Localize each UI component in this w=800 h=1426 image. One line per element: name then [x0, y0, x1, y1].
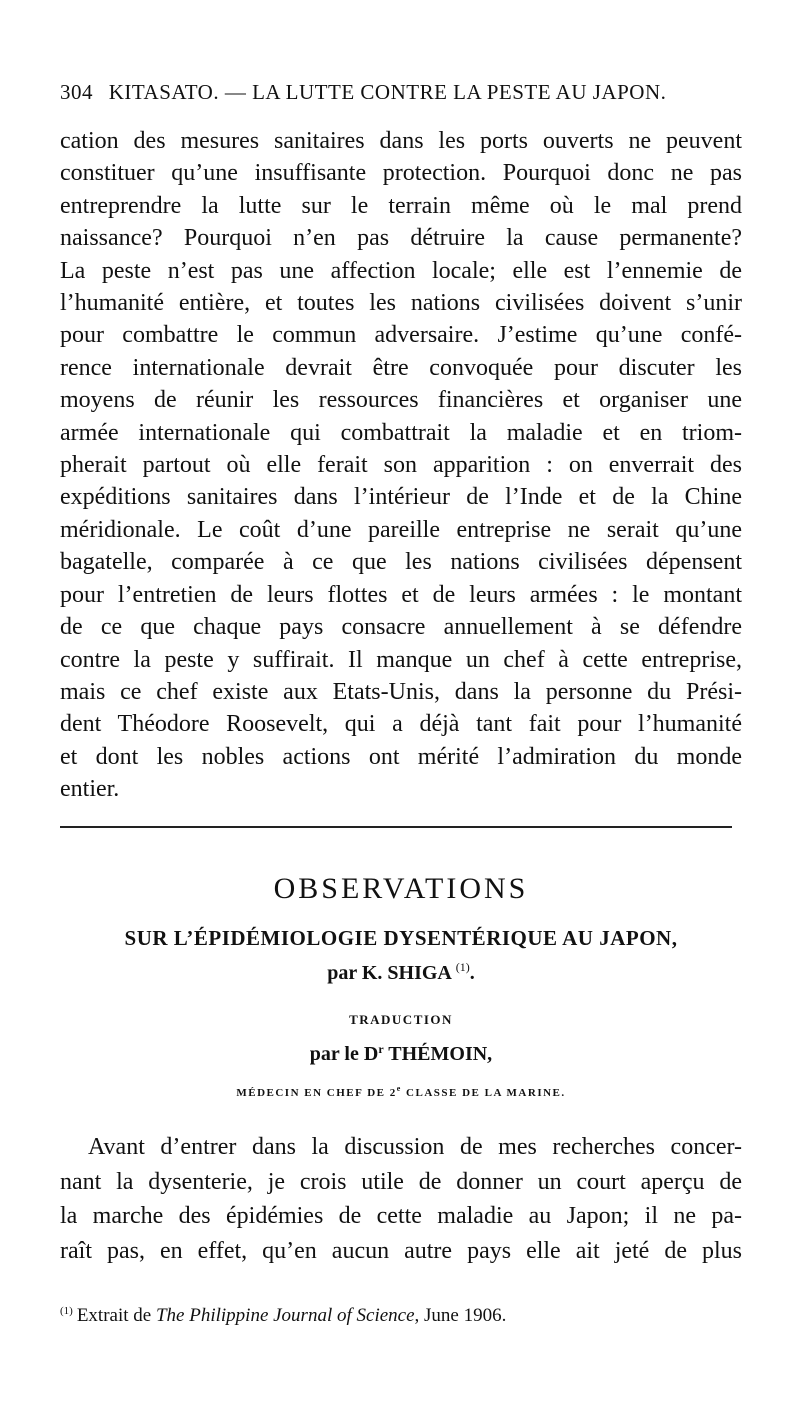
- footnote: [60, 1305, 742, 1327]
- text-line: La peste n’est pas une affection locale; elle est l’ennemie de: [60, 257, 742, 284]
- text-line: Avant d’entrer dans la discussion de mes recherches concer-: [88, 1134, 742, 1160]
- rank-suffix: CLASSE DE LA MARINE.: [401, 1087, 566, 1099]
- running-head: [60, 80, 742, 105]
- body-paragraph: [60, 125, 742, 806]
- footnote-prefix: Extrait de: [76, 1305, 156, 1326]
- translation-label: TRADUCTION: [349, 1012, 453, 1027]
- text-line: dent Théodore Roosevelt, qui a déjà tant fait pour l’humanité: [60, 711, 742, 738]
- article-byline: [60, 960, 742, 985]
- article-title: OBSERVATIONS: [273, 872, 529, 905]
- translator-name: THÉMOIN,: [383, 1043, 493, 1065]
- translator-rank: [60, 1084, 742, 1099]
- article-paragraph: [60, 1130, 742, 1268]
- text-line: rence internationale devrait être convoquée pour discuter les: [60, 354, 742, 381]
- running-title: KITASATO. — LA LUTTE CONTRE LA PESTE AU JAPON.: [108, 80, 667, 104]
- byline-period: .: [469, 962, 475, 984]
- doctor-superscript: r: [378, 1042, 384, 1056]
- footnote-suffix: , June 1906.: [414, 1305, 507, 1326]
- rank-prefix: MÉDECIN EN CHEF DE 2: [236, 1087, 397, 1099]
- journal-title: The Philippine Journal of Science: [155, 1305, 415, 1326]
- text-line: mais ce chef existe aux Etats-Unis, dans la personne du Prési-: [60, 678, 742, 705]
- translator-prefix: par le D: [309, 1043, 379, 1065]
- text-line: de ce que chaque pays consacre annuellement à se défendre: [60, 614, 742, 641]
- text-line: naissance? Pourquoi n’en pas détruire la cause permanente?: [60, 225, 742, 252]
- text-line: et dont les nobles actions ont mérité l’admiration du monde: [60, 743, 742, 770]
- text-line: armée internationale qui combattrait la maladie et en triom-: [60, 419, 742, 446]
- page-number: 304: [60, 80, 93, 104]
- article-subtitle: SUR L’ÉPIDÉMIOLOGIE DYSENTÉRIQUE AU JAPON,: [124, 926, 678, 950]
- text-line: pour combattre le commun adversaire. J’estime qu’une confé-: [60, 322, 742, 349]
- footnote-ref: (1): [455, 960, 470, 974]
- text-line: moyens de réunir les ressources financières et organiser une: [60, 387, 742, 414]
- text-line: nant la dysenterie, je crois utile de donner un court aperçu de: [60, 1168, 742, 1195]
- text-line: pherait partout où elle ferait son apparition : on enverrait des: [60, 452, 742, 479]
- section-divider: [60, 826, 732, 828]
- footnote-mark: (1): [60, 1305, 73, 1317]
- text-line: raît pas, en effet, qu’en aucun autre pays elle ait jeté de plus: [60, 1237, 742, 1264]
- text-line: entier.: [60, 776, 120, 803]
- text-line: expéditions sanitaires dans l’intérieur de l’Inde et de la Chine: [60, 484, 742, 511]
- text-line: entreprendre la lutte sur le terrain même où le mal prend: [60, 192, 742, 219]
- text-line: la marche des épidémies de cette maladie au Japon; il ne pa-: [60, 1203, 742, 1229]
- text-line: l’humanité entière, et toutes les nations civilisées doivent s’unir: [60, 290, 742, 317]
- text-line: contre la peste y suffirait. Il manque un chef à cette entreprise,: [60, 646, 742, 673]
- text-line: bagatelle, comparée à ce que les nations civilisées dépensent: [60, 549, 742, 576]
- text-line: cation des mesures sanitaires dans les ports ouverts ne peuvent: [60, 128, 742, 154]
- text-line: constituer qu’une insuffisante protection. Pourquoi donc ne pas: [60, 160, 742, 187]
- translator-line: [60, 1042, 742, 1066]
- text-line: pour l’entretien de leurs flottes et de leurs armées : le montant: [60, 581, 742, 608]
- author: par K. SHIGA: [327, 962, 451, 984]
- text-line: méridionale. Le coût d’une pareille entreprise ne serait qu’une: [60, 516, 742, 543]
- rank-superscript: e: [396, 1084, 402, 1093]
